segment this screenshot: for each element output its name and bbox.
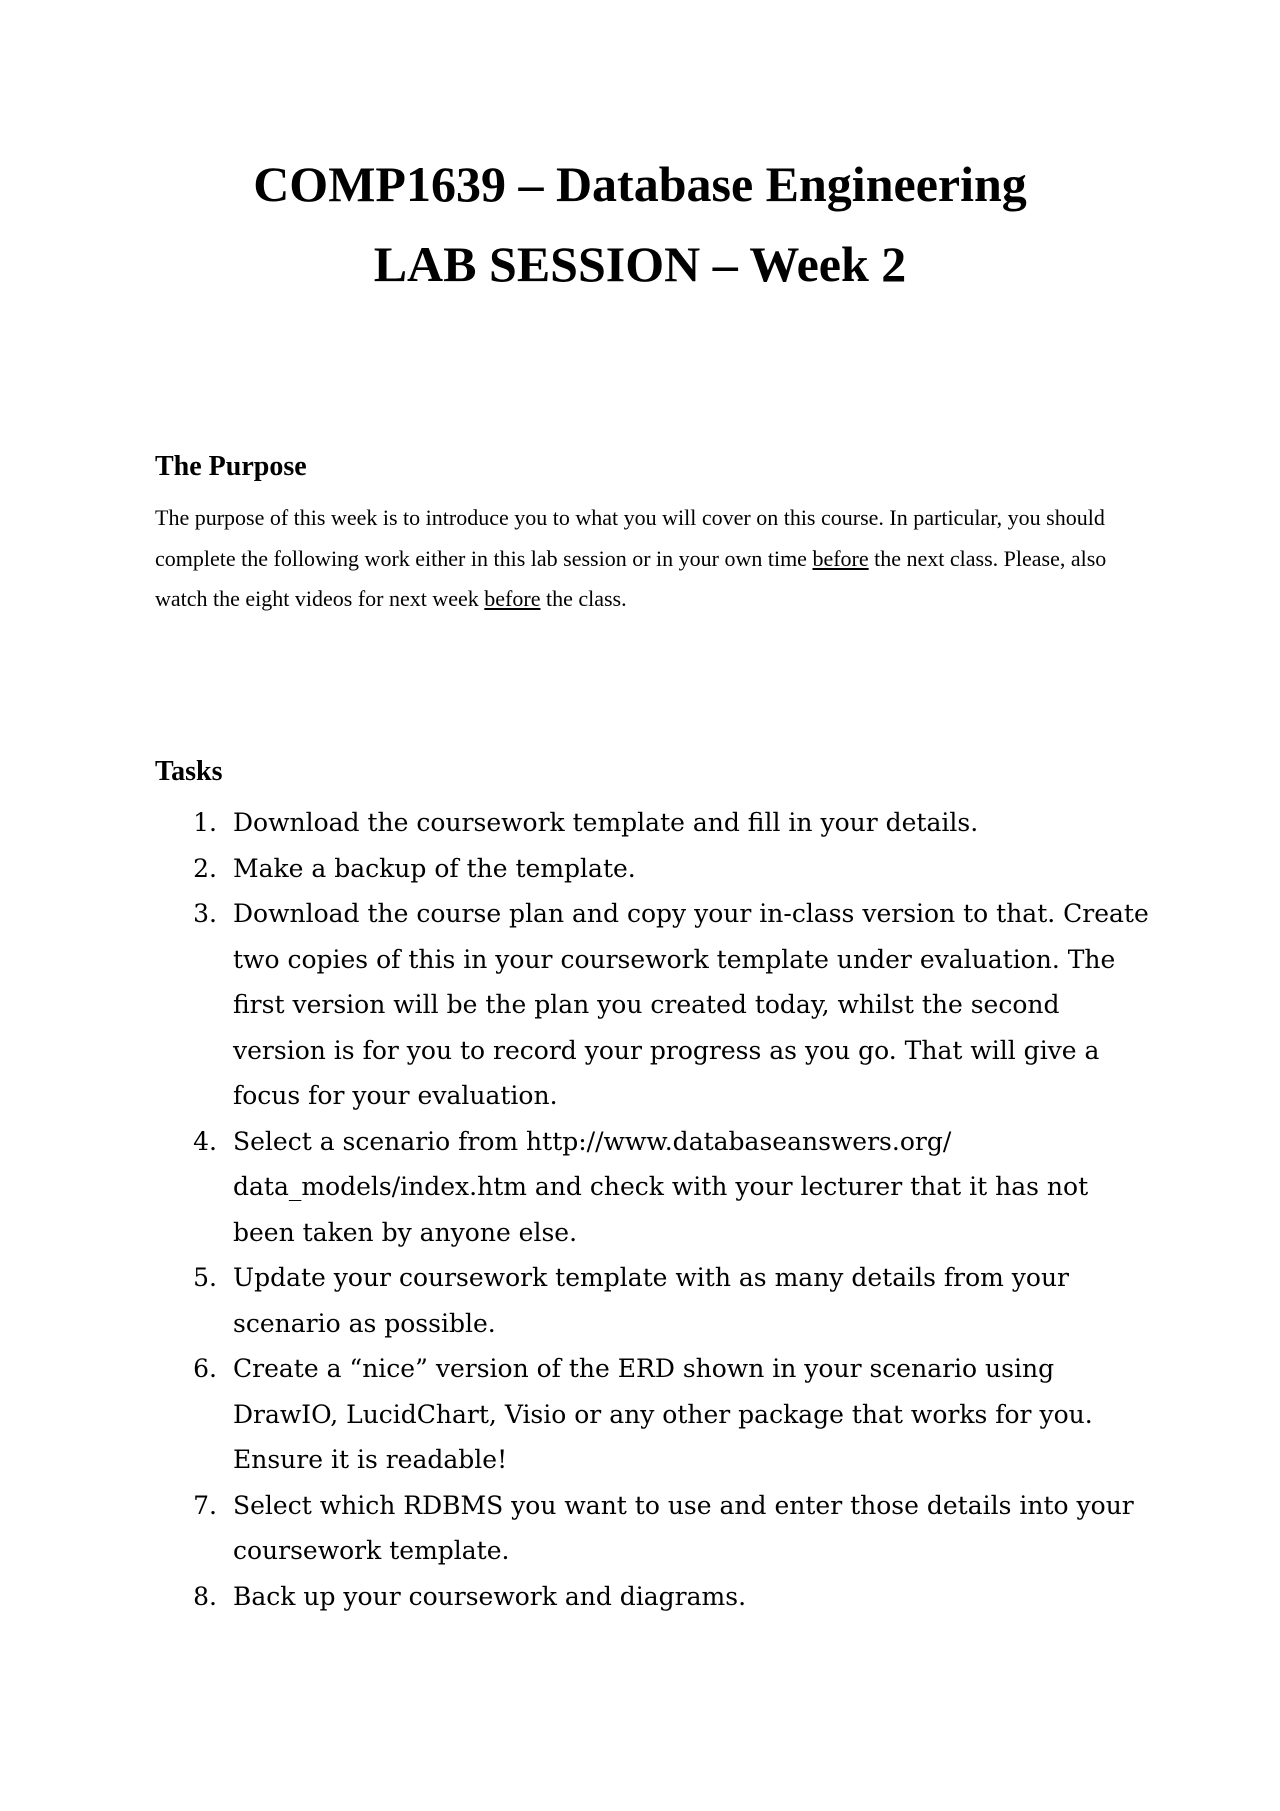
task-item-1 xyxy=(155,800,1155,846)
purpose-underline-before-1: before xyxy=(812,545,869,571)
task-item-5 xyxy=(155,1255,1155,1346)
purpose-underline-before-2: before xyxy=(484,586,541,611)
task-text: Select which RDBMS you want to use and enter those details into your coursework template. xyxy=(233,1490,1134,1565)
purpose-heading: The Purpose xyxy=(155,451,307,482)
task-text: Make a backup of the template. xyxy=(233,853,636,883)
task-number: 6. xyxy=(193,1354,217,1383)
task-item-4 xyxy=(155,1119,1155,1256)
task-text: Download the course plan and copy your in-class version to that. Create two copies of this in your coursework template under evaluation. The first version will be the plan you created today, whilst the second version is for you to record your progress as you go. That will give a focus for your evaluation. xyxy=(233,899,1149,1110)
task-item-2 xyxy=(155,846,1155,892)
purpose-text-part3: the class. xyxy=(540,586,627,611)
task-number: 7. xyxy=(193,1490,217,1520)
task-text: Update your coursework template with as many details from your scenario as possible. xyxy=(233,1263,1070,1338)
task-list xyxy=(155,800,1155,1619)
task-number: 8. xyxy=(193,1581,217,1611)
purpose-text-part1: The purpose of this week is to introduce you to what you will cover on this course. In particular, you should complete the following work either in this lab session or in your own time xyxy=(155,505,1105,571)
task-item-6 xyxy=(155,1346,1155,1483)
task-number: 3. xyxy=(193,899,217,928)
purpose-paragraph xyxy=(155,498,1135,620)
task-text: Download the coursework template and fill in your details. xyxy=(233,808,979,837)
task-number: 4. xyxy=(193,1126,217,1156)
task-item-8 xyxy=(155,1574,1155,1620)
purpose-text-part2: the next class. Please, also watch the eight videos for next week xyxy=(155,545,1107,611)
task-text: Create a “nice” version of the ERD shown in your scenario using DrawIO, LucidChart, Visio or any other package that works for you. Ensure it is readable! xyxy=(233,1354,1093,1474)
task-number: 5. xyxy=(193,1263,217,1292)
task-item-3 xyxy=(155,891,1155,1119)
document-title-session: LAB SESSION – Week 2 xyxy=(373,236,907,292)
task-text: Back up your coursework and diagrams. xyxy=(233,1581,747,1611)
document-title-course: COMP1639 – Database Engineering xyxy=(253,156,1027,212)
task-text: Select a scenario from http://www.databaseanswers.org/ data_models/index.htm and check with your lecturer that it has not been taken by anyone else. xyxy=(233,1126,1089,1247)
tasks-heading: Tasks xyxy=(155,756,223,787)
task-number: 1. xyxy=(193,808,217,837)
task-item-7 xyxy=(155,1483,1155,1574)
task-number: 2. xyxy=(193,853,217,883)
